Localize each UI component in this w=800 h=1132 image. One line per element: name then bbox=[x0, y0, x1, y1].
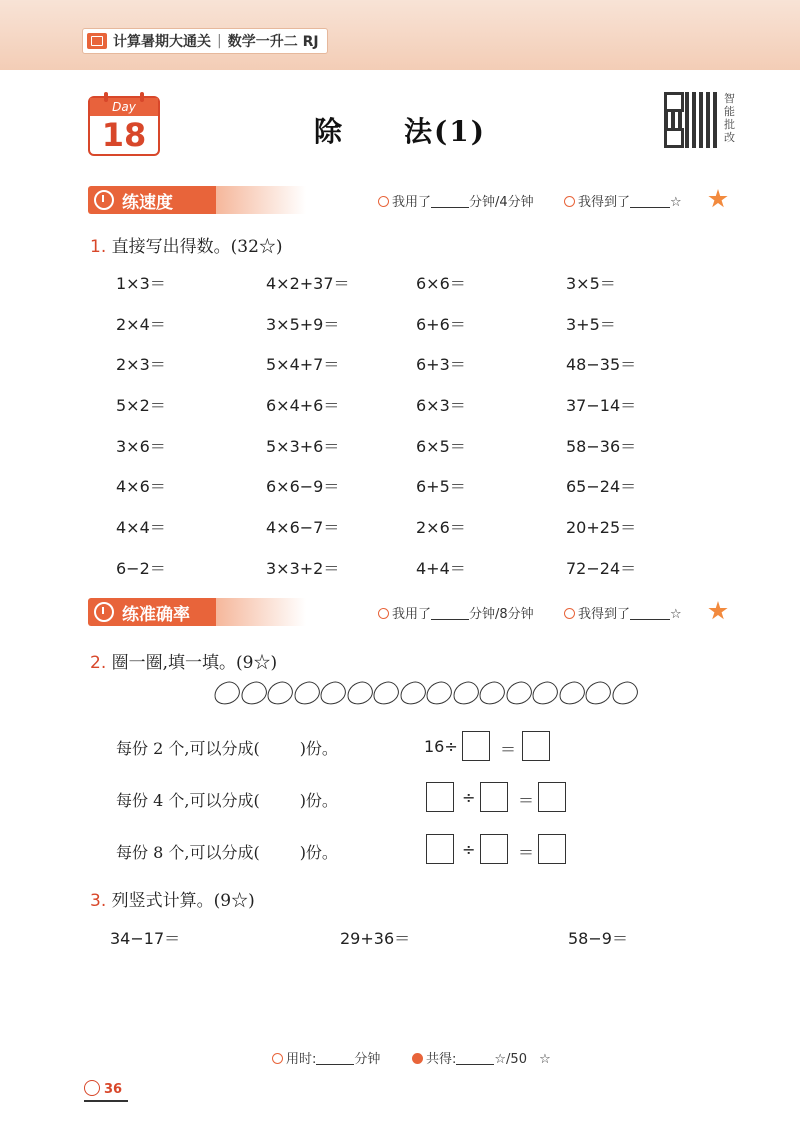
share-text: )份。 bbox=[299, 843, 338, 862]
problem[interactable]: 6×6−9＝ bbox=[266, 477, 340, 497]
question-number: 2. bbox=[90, 653, 107, 673]
page-number: 36 bbox=[104, 1082, 123, 1097]
score-label: 我得到了 bbox=[578, 195, 631, 210]
problem[interactable]: 6−2＝ bbox=[116, 558, 166, 578]
answer-box[interactable] bbox=[480, 834, 508, 864]
problem[interactable]: 6×3＝ bbox=[416, 396, 466, 416]
section-bar-accuracy bbox=[88, 598, 726, 626]
answer-box[interactable] bbox=[480, 782, 508, 812]
target-icon bbox=[94, 602, 114, 622]
section-tab bbox=[88, 598, 216, 626]
mango-icon[interactable] bbox=[503, 680, 533, 707]
problem[interactable]: 20+25＝ bbox=[566, 518, 637, 538]
series-title: 计算暑期大通关 bbox=[113, 34, 211, 50]
section-bar-speed bbox=[88, 186, 726, 214]
check-icon bbox=[564, 608, 575, 619]
page-underline bbox=[84, 1100, 128, 1102]
time-blank[interactable] bbox=[431, 207, 469, 208]
section-name: 练准确率 bbox=[122, 604, 190, 625]
mango-icon[interactable] bbox=[583, 680, 613, 707]
problem[interactable]: 2×4＝ bbox=[116, 314, 166, 334]
time-unit: 分钟/4分钟 bbox=[469, 195, 534, 210]
problem[interactable]: 3×3+2＝ bbox=[266, 558, 340, 578]
qr-label: 智能批改 bbox=[724, 92, 735, 144]
answer-box[interactable] bbox=[538, 834, 566, 864]
mango-icon[interactable] bbox=[238, 680, 268, 707]
separator: | bbox=[217, 33, 222, 49]
footer-total-blank[interactable] bbox=[456, 1064, 494, 1065]
problem[interactable]: 6+5＝ bbox=[416, 477, 466, 497]
mango-icon[interactable] bbox=[371, 680, 401, 707]
footer-time-unit: 分钟 bbox=[354, 1052, 381, 1067]
mango-icon[interactable] bbox=[477, 680, 507, 707]
question-1-grid bbox=[116, 272, 716, 598]
share-text: )份。 bbox=[299, 791, 338, 810]
problem[interactable]: 72−24＝ bbox=[566, 558, 637, 578]
footer-time-label: 用时: bbox=[286, 1052, 317, 1067]
answer-box[interactable] bbox=[462, 731, 490, 761]
score-label: 我得到了 bbox=[578, 607, 631, 622]
problem[interactable]: 4×6−7＝ bbox=[266, 518, 340, 538]
problem-row bbox=[116, 557, 716, 598]
answer-box[interactable] bbox=[522, 731, 550, 761]
problem[interactable]: 6+6＝ bbox=[416, 314, 466, 334]
problem[interactable]: 6+3＝ bbox=[416, 355, 466, 375]
share-text: )份。 bbox=[299, 739, 338, 758]
equals-sign: ＝ bbox=[500, 740, 517, 759]
question-number: 1. bbox=[90, 237, 107, 257]
problem[interactable]: 3+5＝ bbox=[566, 314, 616, 334]
footer-total bbox=[412, 1048, 551, 1067]
eq-prefix: 16÷ bbox=[424, 737, 458, 756]
mango-icon[interactable] bbox=[424, 680, 454, 707]
problem[interactable]: 65−24＝ bbox=[566, 477, 637, 497]
time-blank[interactable] bbox=[431, 619, 469, 620]
vertical-calc-problem[interactable]: 29+36＝ bbox=[340, 929, 411, 948]
footer-time bbox=[272, 1048, 380, 1067]
divide-sign: ÷ bbox=[462, 840, 476, 859]
problem[interactable]: 1×3＝ bbox=[116, 274, 166, 293]
problem[interactable]: 48−35＝ bbox=[566, 355, 637, 375]
problem[interactable]: 37−14＝ bbox=[566, 396, 637, 416]
share-text: 每份 8 个,可以分成( bbox=[116, 843, 260, 862]
question-text: 直接写出得数。(32☆) bbox=[111, 237, 283, 257]
problem[interactable]: 4×6＝ bbox=[116, 477, 166, 497]
flame-icon bbox=[378, 196, 389, 207]
series-tag bbox=[82, 28, 328, 54]
share-text: 每份 2 个,可以分成( bbox=[116, 739, 260, 758]
star-icon bbox=[708, 601, 728, 621]
flame-icon bbox=[378, 608, 389, 619]
score-blank[interactable] bbox=[630, 207, 670, 208]
subject-label: 数学一升二 RJ bbox=[227, 34, 319, 50]
time-used-label: 我用了 bbox=[392, 607, 432, 622]
time-used-label: 我用了 bbox=[392, 195, 432, 210]
question-text: 圈一圈,填一填。(9☆) bbox=[111, 653, 278, 673]
mango-icon[interactable] bbox=[212, 680, 242, 707]
check-icon bbox=[564, 196, 575, 207]
score-got bbox=[564, 191, 682, 210]
share-line-1 bbox=[116, 736, 338, 759]
problem-row bbox=[116, 394, 716, 435]
section-fade bbox=[216, 186, 306, 214]
equals-sign: ＝ bbox=[518, 843, 535, 862]
question-1-title bbox=[90, 232, 283, 257]
problem[interactable]: 4+4＝ bbox=[416, 558, 466, 578]
mango-icon[interactable] bbox=[530, 680, 560, 707]
question-text: 列竖式计算。(9☆) bbox=[111, 891, 255, 911]
equals-sign: ＝ bbox=[518, 791, 535, 810]
problem-row bbox=[116, 353, 716, 394]
mango-icon[interactable] bbox=[556, 680, 586, 707]
question-number: 3. bbox=[90, 891, 107, 911]
divide-sign: ÷ bbox=[462, 788, 476, 807]
section-fade bbox=[216, 598, 306, 626]
score-blank[interactable] bbox=[630, 619, 670, 620]
answer-box[interactable] bbox=[538, 782, 566, 812]
footer-total-unit: ☆/50 bbox=[494, 1052, 527, 1067]
star-icon bbox=[412, 1053, 423, 1064]
day-label: Day bbox=[90, 98, 158, 116]
problem[interactable]: 4×4＝ bbox=[116, 518, 166, 538]
day-number: 18 bbox=[101, 116, 147, 154]
answer-box[interactable] bbox=[426, 782, 454, 812]
question-2-title bbox=[90, 648, 277, 673]
problem[interactable]: 2×3＝ bbox=[116, 355, 166, 375]
problem-row bbox=[116, 435, 716, 476]
star-icon bbox=[708, 189, 728, 209]
problem[interactable]: 4×2+37＝ bbox=[266, 274, 350, 293]
problem[interactable]: 3×5+9＝ bbox=[266, 314, 340, 334]
problem[interactable]: 6×6＝ bbox=[416, 274, 466, 293]
question-3-title bbox=[90, 886, 255, 911]
vertical-calc-problem[interactable]: 58−9＝ bbox=[568, 929, 628, 948]
problem[interactable]: 5×2＝ bbox=[116, 396, 166, 416]
problem[interactable]: 6×4+6＝ bbox=[266, 396, 340, 416]
mango-icon[interactable] bbox=[397, 680, 427, 707]
time-used bbox=[378, 603, 534, 622]
score-got bbox=[564, 603, 682, 622]
clock-icon bbox=[272, 1053, 283, 1064]
section-name: 练速度 bbox=[122, 192, 173, 213]
mango-icon[interactable] bbox=[291, 680, 321, 707]
section-tab bbox=[88, 186, 216, 214]
footer-time-blank[interactable] bbox=[316, 1064, 354, 1065]
problem[interactable]: 5×3+6＝ bbox=[266, 436, 340, 456]
mango-icon[interactable] bbox=[265, 680, 295, 707]
answer-box[interactable] bbox=[426, 834, 454, 864]
stopwatch-icon bbox=[94, 190, 114, 210]
mango-icon[interactable] bbox=[318, 680, 348, 707]
share-text: 每份 4 个,可以分成( bbox=[116, 791, 260, 810]
mango-icon[interactable] bbox=[609, 680, 639, 707]
problem[interactable]: 6×5＝ bbox=[416, 436, 466, 456]
sun-icon bbox=[84, 1080, 100, 1096]
mango-icon[interactable] bbox=[344, 680, 374, 707]
problem[interactable]: 58−36＝ bbox=[566, 436, 637, 456]
problem-row bbox=[116, 272, 716, 313]
star-symbol: ☆ bbox=[670, 195, 682, 210]
calendar-ring-icon bbox=[104, 92, 108, 102]
calendar-ring-icon bbox=[140, 92, 144, 102]
problem[interactable]: 5×4+7＝ bbox=[266, 355, 340, 375]
qr-code-icon[interactable] bbox=[664, 92, 720, 148]
footer-star: ☆ bbox=[539, 1052, 551, 1067]
share-line-2 bbox=[116, 788, 338, 811]
problem-row bbox=[116, 313, 716, 354]
fruit-row[interactable] bbox=[214, 682, 638, 704]
time-unit: 分钟/8分钟 bbox=[469, 607, 534, 622]
problem-row bbox=[116, 475, 716, 516]
star-symbol: ☆ bbox=[670, 607, 682, 622]
problem[interactable]: 3×5＝ bbox=[566, 274, 616, 293]
share-line-3 bbox=[116, 840, 338, 863]
vertical-calc-problem[interactable]: 34−17＝ bbox=[110, 929, 181, 948]
footer-total-label: 共得: bbox=[426, 1052, 457, 1067]
problem-row bbox=[116, 516, 716, 557]
problem[interactable]: 3×6＝ bbox=[116, 436, 166, 456]
mango-icon[interactable] bbox=[450, 680, 480, 707]
problem[interactable]: 2×6＝ bbox=[416, 518, 466, 538]
page-title: 除 法(1) bbox=[314, 115, 486, 148]
book-icon bbox=[87, 33, 107, 49]
time-used bbox=[378, 191, 534, 210]
